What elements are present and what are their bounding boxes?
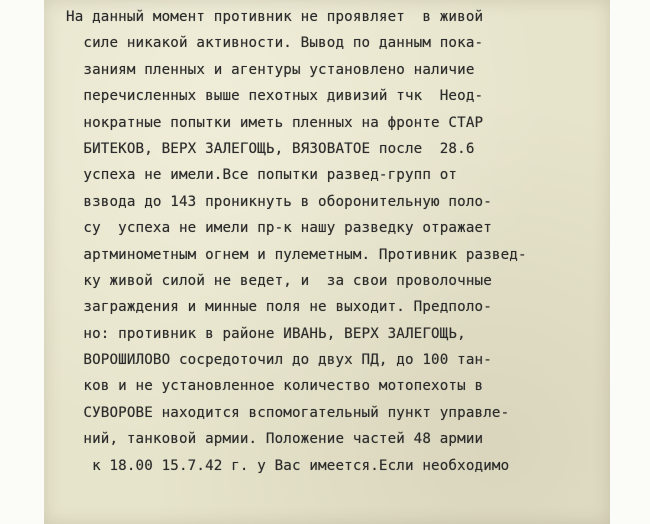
text-line: перечисленных выше пехотных дивизий тчк Неод- (66, 88, 484, 105)
text-line: На данный момент противник не проявляет в живой (66, 9, 484, 25)
text-line: су успеха не имели пр-к нашу разведку отражает (66, 220, 492, 237)
text-line: заниям пленных и агентуры установлено наличие (66, 61, 475, 78)
text-line: взвода до 143 проникнуть в оборонительную поло- (66, 193, 492, 210)
text-line: БИТЕКОВ, ВЕРХ ЗАЛЕГОЩЬ, ВЯЗОВАТОЕ после 28.6 (66, 140, 475, 157)
text-line: заграждения и минные поля не выходит. Предполо- (66, 299, 492, 316)
text-line: артминометным огнем и пулеметным. Противник развед- (66, 246, 527, 263)
text-line: к 18.00 15.7.42 г. у Вас имеется.Если необходимо (66, 457, 510, 474)
text-line: силе никакой активности. Вывод по данным пока- (66, 35, 484, 52)
text-line: ку живой силой не ведет, и за свои проволочные (66, 272, 492, 289)
typewritten-text (66, 4, 586, 479)
text-line: СУВОРОВЕ находится вспомогательный пункт управле- (66, 404, 510, 421)
text-line: ВОРОШИЛОВО сосредоточил до двух ПД, до 100 тан- (66, 352, 492, 369)
text-line: но: противник в районе ИВАНЬ, ВЕРХ ЗАЛЕГОЩЬ, (66, 325, 466, 342)
text-line: ков и не установленное количество мотопехоты в (66, 378, 484, 395)
text-line: успеха не имели.Все попытки развед-групп от (66, 167, 458, 184)
text-line: нократные попытки иметь пленных на фронте СТАР (66, 114, 484, 131)
text-line: ний, танковой армии. Положение частей 48 армии (66, 431, 484, 448)
